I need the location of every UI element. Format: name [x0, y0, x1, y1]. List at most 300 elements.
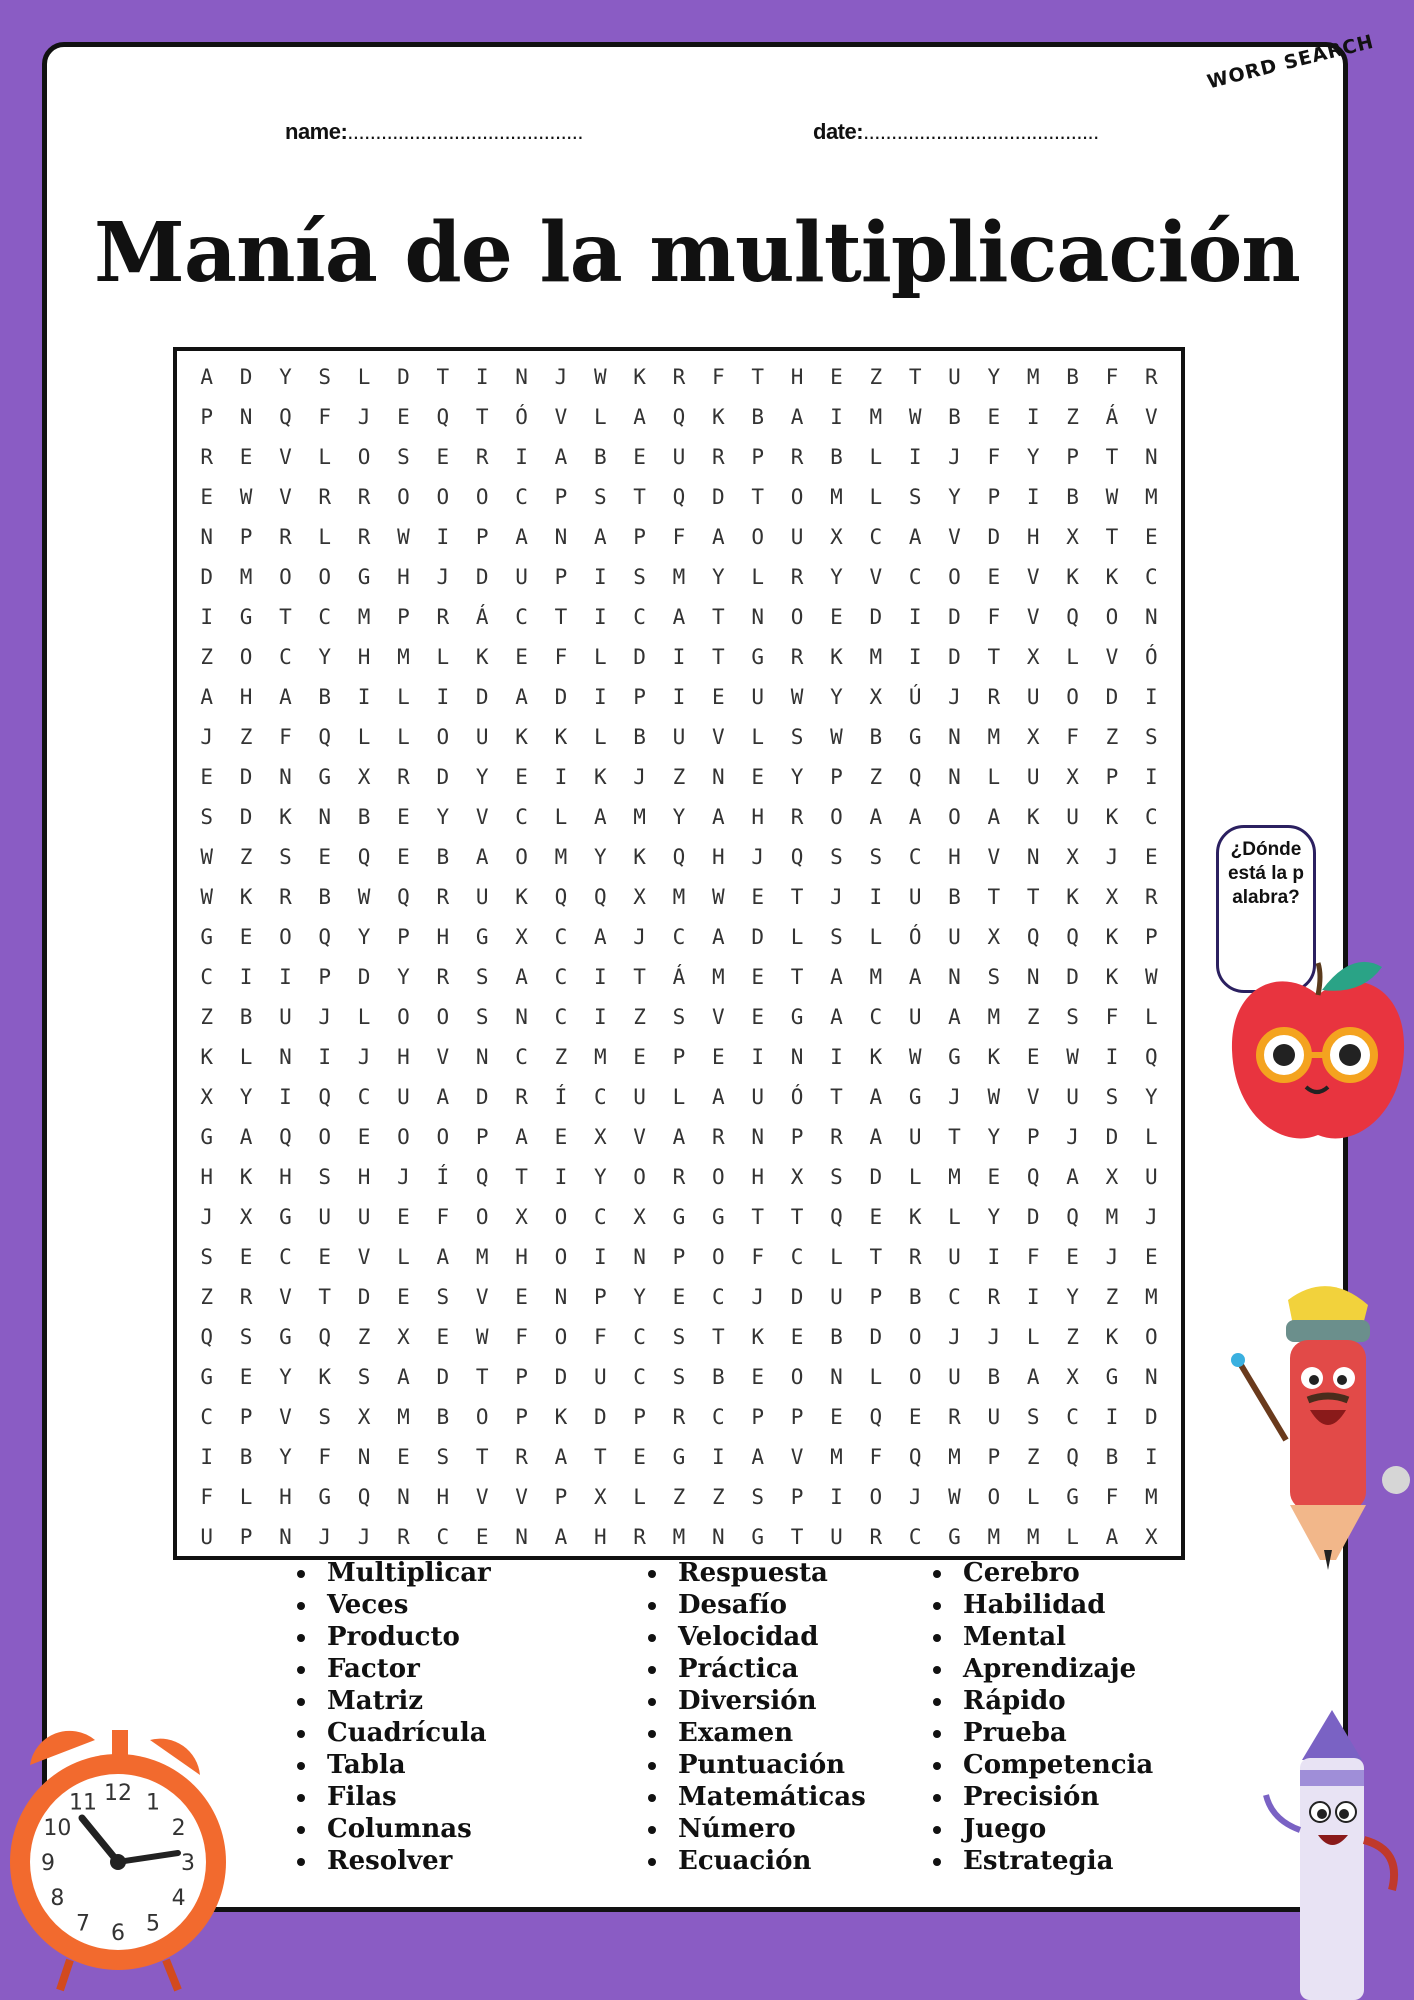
grid-letter[interactable]: I [593, 1005, 607, 1029]
grid-letter[interactable]: I [554, 1165, 568, 1189]
grid-letter[interactable]: R [987, 685, 1001, 709]
grid-letter[interactable]: B [712, 1365, 725, 1389]
grid-letter[interactable]: J [436, 565, 450, 589]
grid-letter[interactable]: Y [1066, 1285, 1079, 1309]
grid-letter[interactable]: L [593, 405, 607, 429]
grid-letter[interactable]: S [318, 1405, 332, 1429]
grid-letter[interactable]: P [830, 765, 843, 789]
grid-letter[interactable]: C [869, 1005, 883, 1029]
word-search-grid[interactable] [173, 347, 1185, 1560]
grid-letter[interactable]: L [869, 445, 883, 469]
grid-letter[interactable]: O [712, 1245, 725, 1269]
grid-letter[interactable]: K [1026, 805, 1040, 829]
grid-letter[interactable]: A [515, 525, 528, 549]
grid-letter[interactable]: I [515, 445, 528, 469]
grid-letter[interactable]: C [869, 525, 883, 549]
grid-letter[interactable]: S [475, 1005, 489, 1029]
grid-letter[interactable]: P [1066, 445, 1079, 469]
grid-letter[interactable]: K [1105, 565, 1119, 589]
grid-letter[interactable]: L [1026, 1485, 1040, 1509]
grid-letter[interactable]: B [318, 885, 332, 909]
grid-letter[interactable]: E [200, 765, 213, 789]
grid-letter[interactable]: U [830, 1525, 843, 1549]
grid-letter[interactable]: N [239, 405, 253, 429]
grid-letter[interactable]: P [790, 1405, 804, 1429]
grid-letter[interactable]: J [633, 925, 646, 949]
grid-letter[interactable]: T [712, 1325, 725, 1349]
grid-letter[interactable]: M [948, 1165, 961, 1189]
grid-letter[interactable]: O [869, 1485, 883, 1509]
grid-letter[interactable]: R [672, 1165, 686, 1189]
grid-letter[interactable]: Z [239, 725, 253, 749]
grid-letter[interactable]: Z [1066, 405, 1079, 429]
grid-letter[interactable]: D [239, 765, 253, 789]
grid-letter[interactable]: H [397, 565, 410, 589]
grid-letter[interactable]: Q [672, 405, 686, 429]
grid-letter[interactable]: R [515, 1085, 528, 1109]
grid-letter[interactable]: C [515, 605, 528, 629]
grid-letter[interactable]: R [436, 605, 450, 629]
grid-letter[interactable]: A [790, 405, 804, 429]
grid-letter[interactable]: V [279, 445, 292, 469]
grid-letter[interactable]: Z [1026, 1445, 1040, 1469]
grid-letter[interactable]: F [1105, 1485, 1119, 1509]
grid-letter[interactable]: A [1026, 1365, 1040, 1389]
grid-letter[interactable]: I [908, 605, 922, 629]
grid-letter[interactable]: J [357, 1525, 371, 1549]
grid-letter[interactable]: Y [987, 365, 1001, 389]
grid-letter[interactable]: O [1066, 685, 1079, 709]
grid-letter[interactable]: R [279, 885, 292, 909]
grid-letter[interactable]: I [1105, 1045, 1119, 1069]
grid-letter[interactable]: D [554, 1365, 568, 1389]
grid-letter[interactable]: L [318, 445, 332, 469]
grid-letter[interactable]: L [751, 725, 765, 749]
grid-letter[interactable]: E [751, 1365, 765, 1389]
grid-letter[interactable]: C [908, 845, 922, 869]
grid-letter[interactable]: Q [1026, 925, 1040, 949]
grid-letter[interactable]: B [1066, 485, 1079, 509]
grid-letter[interactable]: H [397, 1045, 410, 1069]
grid-letter[interactable]: I [830, 1485, 843, 1509]
grid-letter[interactable]: B [1105, 1445, 1119, 1469]
grid-letter[interactable]: Q [200, 1325, 213, 1349]
grid-letter[interactable]: C [515, 805, 528, 829]
grid-letter[interactable]: J [948, 685, 961, 709]
grid-letter[interactable]: L [1066, 645, 1079, 669]
grid-letter[interactable]: T [279, 605, 292, 629]
grid-letter[interactable]: J [948, 445, 961, 469]
grid-letter[interactable]: P [397, 605, 410, 629]
grid-letter[interactable]: X [790, 1165, 804, 1189]
grid-letter[interactable]: Q [1066, 1205, 1079, 1229]
grid-letter[interactable]: C [554, 965, 568, 989]
grid-letter[interactable]: E [869, 1205, 883, 1229]
grid-letter[interactable]: I [436, 685, 450, 709]
grid-letter[interactable]: M [357, 605, 371, 629]
grid-letter[interactable]: Y [279, 1445, 292, 1469]
grid-letter[interactable]: M [593, 1045, 607, 1069]
grid-letter[interactable]: F [869, 1445, 883, 1469]
grid-letter[interactable]: S [200, 805, 213, 829]
grid-letter[interactable]: O [633, 1165, 646, 1189]
grid-letter[interactable]: L [318, 525, 332, 549]
grid-letter[interactable]: K [554, 725, 568, 749]
grid-letter[interactable]: H [515, 1245, 528, 1269]
grid-letter[interactable]: V [712, 725, 725, 749]
grid-letter[interactable]: K [593, 765, 607, 789]
grid-letter[interactable]: P [239, 525, 253, 549]
grid-letter[interactable]: L [593, 645, 607, 669]
grid-letter[interactable]: A [515, 1125, 528, 1149]
grid-letter[interactable]: R [357, 485, 371, 509]
grid-letter[interactable]: A [712, 525, 725, 549]
grid-letter[interactable]: W [200, 885, 213, 909]
grid-letter[interactable]: M [1026, 1525, 1040, 1549]
grid-letter[interactable]: Ó [1144, 645, 1158, 669]
grid-letter[interactable]: O [554, 1245, 568, 1269]
grid-letter[interactable]: F [672, 525, 686, 549]
grid-letter[interactable]: I [712, 1445, 725, 1469]
grid-letter[interactable]: H [751, 805, 765, 829]
grid-letter[interactable]: X [1066, 845, 1079, 869]
grid-letter[interactable]: O [790, 605, 804, 629]
grid-letter[interactable]: M [987, 725, 1001, 749]
grid-letter[interactable]: Á [475, 605, 489, 629]
grid-letter[interactable]: J [1144, 1205, 1158, 1229]
grid-letter[interactable]: A [1066, 1165, 1079, 1189]
grid-letter[interactable]: Y [987, 1205, 1001, 1229]
grid-letter[interactable]: N [318, 805, 332, 829]
grid-letter[interactable]: F [987, 605, 1001, 629]
grid-letter[interactable]: L [869, 1365, 883, 1389]
grid-letter[interactable]: N [712, 1525, 725, 1549]
grid-letter[interactable]: I [1144, 765, 1158, 789]
grid-letter[interactable]: M [397, 645, 410, 669]
grid-letter[interactable]: M [1026, 365, 1040, 389]
grid-letter[interactable]: Y [279, 365, 292, 389]
grid-letter[interactable]: I [908, 445, 922, 469]
grid-letter[interactable]: V [279, 1405, 292, 1429]
grid-letter[interactable]: E [239, 925, 253, 949]
grid-letter[interactable]: O [279, 925, 292, 949]
grid-letter[interactable]: D [1066, 965, 1079, 989]
grid-letter[interactable]: R [436, 965, 450, 989]
grid-letter[interactable]: F [1026, 1245, 1040, 1269]
grid-letter[interactable]: G [200, 1365, 213, 1389]
grid-letter[interactable]: L [239, 1045, 253, 1069]
grid-letter[interactable]: G [712, 1205, 725, 1229]
grid-letter[interactable]: I [593, 685, 607, 709]
grid-letter[interactable]: Y [475, 765, 489, 789]
grid-letter[interactable]: E [397, 845, 410, 869]
grid-letter[interactable]: K [1105, 965, 1119, 989]
grid-letter[interactable]: M [554, 845, 568, 869]
grid-letter[interactable]: K [1105, 805, 1119, 829]
grid-letter[interactable]: S [357, 1365, 371, 1389]
grid-letter[interactable]: O [475, 485, 489, 509]
grid-letter[interactable]: O [436, 1005, 450, 1029]
grid-letter[interactable]: G [672, 1445, 686, 1469]
grid-letter[interactable]: R [239, 1285, 253, 1309]
grid-letter[interactable]: C [200, 1405, 213, 1429]
grid-letter[interactable]: Q [908, 1445, 922, 1469]
grid-letter[interactable]: C [633, 605, 646, 629]
grid-letter[interactable]: M [672, 565, 686, 589]
grid-letter[interactable]: I [672, 685, 686, 709]
grid-letter[interactable]: Q [318, 1325, 332, 1349]
grid-letter[interactable]: Z [1066, 1325, 1079, 1349]
grid-letter[interactable]: X [515, 1205, 528, 1229]
grid-letter[interactable]: M [397, 1405, 410, 1429]
grid-letter[interactable]: Z [869, 365, 883, 389]
grid-letter[interactable]: L [554, 805, 568, 829]
grid-letter[interactable]: M [830, 485, 843, 509]
grid-letter[interactable]: R [672, 365, 686, 389]
grid-letter[interactable]: J [830, 885, 843, 909]
grid-letter[interactable]: Y [279, 1365, 292, 1389]
grid-letter[interactable]: B [318, 685, 332, 709]
grid-letter[interactable]: P [318, 965, 332, 989]
grid-letter[interactable]: Z [672, 765, 686, 789]
grid-letter[interactable]: U [948, 1245, 961, 1269]
grid-letter[interactable]: N [948, 725, 961, 749]
grid-letter[interactable]: J [1105, 1245, 1119, 1269]
grid-letter[interactable]: A [279, 685, 292, 709]
grid-letter[interactable]: E [318, 1245, 332, 1269]
grid-letter[interactable]: R [357, 525, 371, 549]
grid-letter[interactable]: E [397, 1285, 410, 1309]
grid-letter[interactable]: D [869, 1325, 883, 1349]
grid-letter[interactable]: U [515, 565, 528, 589]
grid-letter[interactable]: K [515, 885, 528, 909]
grid-letter[interactable]: W [712, 885, 725, 909]
grid-letter[interactable]: C [515, 485, 528, 509]
grid-letter[interactable]: T [790, 965, 804, 989]
grid-letter[interactable]: X [987, 925, 1001, 949]
grid-letter[interactable]: H [436, 925, 450, 949]
grid-letter[interactable]: D [869, 605, 883, 629]
grid-letter[interactable]: Y [672, 805, 686, 829]
grid-letter[interactable]: A [869, 1085, 883, 1109]
grid-letter[interactable]: N [751, 605, 765, 629]
grid-letter[interactable]: W [239, 485, 253, 509]
grid-letter[interactable]: F [1066, 725, 1079, 749]
grid-letter[interactable]: X [239, 1205, 253, 1229]
grid-letter[interactable]: T [830, 1085, 843, 1109]
grid-letter[interactable]: E [987, 565, 1001, 589]
grid-letter[interactable]: U [1026, 765, 1040, 789]
grid-letter[interactable]: O [554, 1205, 568, 1229]
grid-letter[interactable]: G [357, 565, 371, 589]
grid-letter[interactable]: K [1105, 925, 1119, 949]
grid-letter[interactable]: A [554, 445, 568, 469]
grid-letter[interactable]: M [712, 965, 725, 989]
grid-letter[interactable]: K [869, 1045, 883, 1069]
grid-letter[interactable]: L [239, 1485, 253, 1509]
grid-letter[interactable]: E [515, 645, 528, 669]
grid-letter[interactable]: A [908, 525, 922, 549]
grid-letter[interactable]: S [830, 845, 843, 869]
grid-letter[interactable]: K [515, 725, 528, 749]
grid-letter[interactable]: G [751, 645, 765, 669]
grid-letter[interactable]: A [593, 525, 607, 549]
grid-letter[interactable]: U [751, 685, 765, 709]
grid-letter[interactable]: T [987, 885, 1001, 909]
grid-letter[interactable]: G [948, 1045, 961, 1069]
grid-letter[interactable]: G [318, 765, 332, 789]
grid-letter[interactable]: R [200, 445, 213, 469]
grid-letter[interactable]: N [515, 365, 528, 389]
grid-letter[interactable]: F [1105, 365, 1119, 389]
grid-letter[interactable]: B [830, 1325, 843, 1349]
grid-letter[interactable]: K [475, 645, 489, 669]
grid-letter[interactable]: P [515, 1405, 528, 1429]
grid-letter[interactable]: I [1144, 685, 1158, 709]
grid-letter[interactable]: E [357, 1125, 371, 1149]
grid-letter[interactable]: B [239, 1445, 253, 1469]
grid-letter[interactable]: I [751, 1045, 765, 1069]
grid-letter[interactable]: D [554, 685, 568, 709]
grid-letter[interactable]: O [279, 565, 292, 589]
grid-letter[interactable]: Y [633, 1285, 646, 1309]
grid-letter[interactable]: V [475, 805, 489, 829]
grid-letter[interactable]: K [633, 845, 646, 869]
grid-letter[interactable]: I [1026, 1285, 1040, 1309]
grid-letter[interactable]: H [357, 1165, 371, 1189]
grid-letter[interactable]: E [751, 965, 765, 989]
grid-letter[interactable]: M [987, 1525, 1001, 1549]
grid-letter[interactable]: A [751, 1445, 765, 1469]
grid-letter[interactable]: A [593, 805, 607, 829]
grid-letter[interactable]: S [397, 445, 410, 469]
grid-letter[interactable]: F [200, 1485, 213, 1509]
grid-letter[interactable]: F [593, 1325, 607, 1349]
grid-letter[interactable]: K [200, 1045, 213, 1069]
grid-letter[interactable]: Z [357, 1325, 371, 1349]
date-field[interactable] [813, 119, 1099, 145]
grid-letter[interactable]: E [712, 685, 725, 709]
grid-letter[interactable]: L [908, 1165, 922, 1189]
grid-letter[interactable]: E [987, 405, 1001, 429]
grid-letter[interactable]: T [712, 605, 725, 629]
grid-letter[interactable]: N [475, 1045, 489, 1069]
grid-letter[interactable]: U [751, 1085, 765, 1109]
grid-letter[interactable]: L [633, 1485, 646, 1509]
grid-letter[interactable]: B [948, 885, 961, 909]
grid-letter[interactable]: D [1105, 685, 1119, 709]
grid-letter[interactable]: Q [593, 885, 607, 909]
grid-letter[interactable]: B [593, 445, 607, 469]
grid-letter[interactable]: C [279, 1245, 292, 1269]
grid-letter[interactable]: E [200, 485, 213, 509]
grid-letter[interactable]: F [515, 1325, 528, 1349]
grid-letter[interactable]: A [554, 1525, 568, 1549]
grid-letter[interactable]: I [830, 1045, 843, 1069]
grid-letter[interactable]: X [633, 885, 646, 909]
grid-letter[interactable]: P [1026, 1125, 1040, 1149]
grid-letter[interactable]: Q [830, 1205, 843, 1229]
grid-letter[interactable]: F [318, 405, 332, 429]
grid-letter[interactable]: H [790, 365, 804, 389]
grid-letter[interactable]: K [908, 1205, 922, 1229]
grid-letter[interactable]: L [593, 725, 607, 749]
grid-letter[interactable]: D [357, 965, 371, 989]
grid-letter[interactable]: F [751, 1245, 765, 1269]
grid-letter[interactable]: U [672, 445, 686, 469]
grid-letter[interactable]: G [1105, 1365, 1119, 1389]
grid-letter[interactable]: E [475, 1525, 489, 1549]
grid-letter[interactable]: W [397, 525, 410, 549]
grid-letter[interactable]: P [751, 1405, 765, 1429]
grid-letter[interactable]: S [830, 1165, 843, 1189]
grid-letter[interactable]: W [948, 1485, 961, 1509]
grid-letter[interactable]: O [908, 1325, 922, 1349]
grid-letter[interactable]: Y [1144, 1085, 1158, 1109]
grid-letter[interactable]: M [948, 1445, 961, 1469]
grid-letter[interactable]: F [279, 725, 292, 749]
grid-letter[interactable]: P [200, 405, 213, 429]
grid-letter[interactable]: N [633, 1245, 646, 1269]
grid-letter[interactable]: B [436, 845, 450, 869]
grid-letter[interactable]: P [397, 925, 410, 949]
grid-letter[interactable]: E [751, 1005, 765, 1029]
grid-letter[interactable]: X [1144, 1525, 1158, 1549]
grid-letter[interactable]: Q [1066, 1445, 1079, 1469]
grid-letter[interactable]: A [712, 805, 725, 829]
grid-letter[interactable]: D [1144, 1405, 1158, 1429]
grid-letter[interactable]: Z [869, 765, 883, 789]
grid-letter[interactable]: Y [1026, 445, 1040, 469]
grid-letter[interactable]: E [397, 1205, 410, 1229]
grid-letter[interactable]: E [1026, 1045, 1040, 1069]
grid-letter[interactable]: Q [279, 405, 292, 429]
grid-letter[interactable]: X [869, 685, 883, 709]
grid-letter[interactable]: N [279, 765, 292, 789]
grid-letter[interactable]: C [554, 1005, 568, 1029]
grid-letter[interactable]: C [200, 965, 213, 989]
grid-letter[interactable]: K [987, 1045, 1001, 1069]
grid-letter[interactable]: B [633, 725, 646, 749]
grid-letter[interactable]: V [633, 1125, 646, 1149]
grid-letter[interactable]: O [239, 645, 253, 669]
grid-letter[interactable]: X [1105, 885, 1119, 909]
grid-letter[interactable]: C [593, 1205, 607, 1229]
grid-letter[interactable]: H [200, 1165, 213, 1189]
grid-letter[interactable]: I [908, 645, 922, 669]
grid-letter[interactable]: B [1066, 365, 1079, 389]
grid-letter[interactable]: T [475, 1365, 489, 1389]
grid-letter[interactable]: U [672, 725, 686, 749]
grid-letter[interactable]: L [397, 1245, 410, 1269]
grid-letter[interactable]: Z [554, 1045, 568, 1069]
grid-letter[interactable]: M [475, 1245, 489, 1269]
grid-letter[interactable]: V [475, 1485, 489, 1509]
grid-letter[interactable]: S [1066, 1005, 1079, 1029]
grid-letter[interactable]: M [1144, 1285, 1158, 1309]
grid-letter[interactable]: I [279, 1085, 292, 1109]
grid-letter[interactable]: J [554, 365, 568, 389]
grid-letter[interactable]: L [751, 565, 765, 589]
grid-letter[interactable]: Y [948, 485, 961, 509]
grid-letter[interactable]: B [869, 725, 883, 749]
grid-letter[interactable]: Q [908, 765, 922, 789]
grid-letter[interactable]: Y [397, 965, 410, 989]
grid-letter[interactable]: E [633, 1045, 646, 1069]
grid-letter[interactable]: L [987, 765, 1001, 789]
grid-letter[interactable]: K [318, 1365, 332, 1389]
grid-letter[interactable]: M [239, 565, 253, 589]
